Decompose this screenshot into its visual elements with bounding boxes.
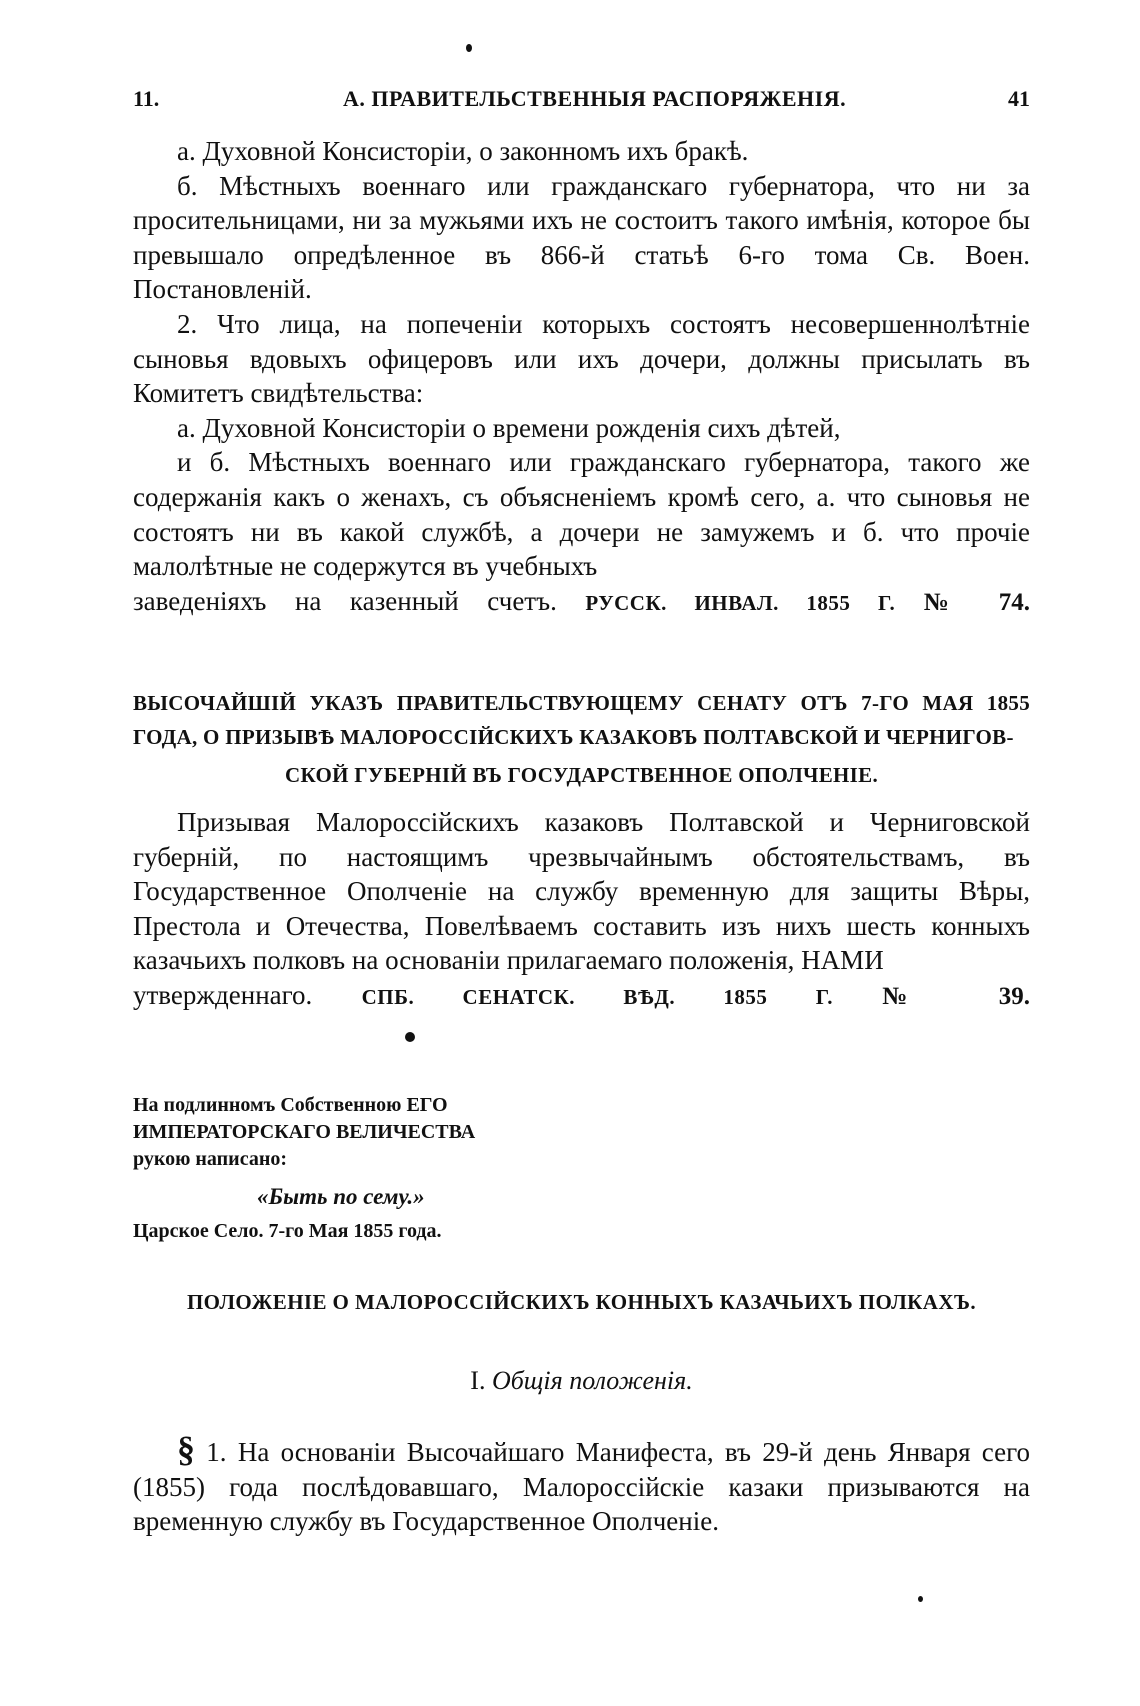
source-citation-1-number: № 74. [923,588,1031,616]
paragraph-1 [133,1429,1030,1539]
item-2b-closing: заведеніяхъ на казенный счетъ. [133,585,557,616]
regulation-paragraph [133,1429,1030,1539]
source-citation-2-number: № 39. [882,982,1031,1010]
paragraph-1-text: 1. На основаніи Высочайшаго Манифеста, въ 29-й день Января сего (1855) года послѣдовавшаго, Малороссійскіе казаки призываются на временную службу въ Государственное Ополченіе. [133,1437,1030,1537]
item-b: б. Мѣстныхъ военнаго или гражданскаго губернатора, что ни за просительницами, ни за мужьями ихъ не состоитъ такого имѣнія, которое бы превышало опредѣленное въ 866-й статьѣ 6-го тома Св. Воен. Постановленій. [133,170,1030,305]
item-a: а. Духовной Консисторіи, о законномъ ихъ бракѣ. [177,136,749,166]
item-2b: и б. Мѣстныхъ военнаго или гражданскаго губернатора, такого же содержанія какъ о женахъ, съ объясненіемъ кромѣ сего, а. что сыновья не состоятъ ни въ какой службѣ, а дочери не замужемъ и б. что прочіе малолѣтные не содержутся въ учебныхъ [133,447,1030,582]
chapter-title: Общія положенія. [491,1366,693,1395]
decree-body [133,805,1030,1015]
sanction-line-2: ИМПЕРАТОРСКАГО ВЕЛИЧЕСТВА [133,1121,476,1143]
ink-speck [466,44,472,52]
regulation-title: ПОЛОЖЕНІЕ О МАЛОРОССІЙСКИХЪ КОННЫХЪ КАЗАЧЬИХЪ ПОЛКАХЪ. [186,1290,977,1314]
decree-closing-line [133,978,1030,1015]
source-citation-2: СПБ. СЕНАТСК. ВѢД. 1855 Г. [361,984,833,1009]
continued-text [133,134,1030,620]
source-citation-1: РУССК. ИНВАЛ. 1855 Г. [585,590,896,615]
item-2b-closing-line [133,584,1030,621]
chapter-heading [133,1366,1030,1396]
sanction-quote: «Быть по сему.» [257,1184,425,1209]
item-2: 2. Что лица, на попеченіи которыхъ состоятъ несовершеннолѣтніе сыновья вдовыхъ офицеровъ или ихъ дочери, должны присылать въ Комитетъ свидѣтельства: [133,308,1030,409]
page-number: 41 [1008,86,1030,111]
decree-heading-text: ВЫСОЧАЙШІЙ УКАЗЪ ПРАВИТЕЛЬСТВУЮЩЕМУ СЕНАТУ ОТЪ 7-ГО МАЯ 1855 ГОДА, О ПРИЗЫВѢ МАЛОРОССІЙСКИХЪ КАЗАКОВЪ ПОЛТАВСКОЙ И ЧЕРНИГОВ- [133,691,1030,749]
decree-body-text: Призывая Малороссійскихъ казаковъ Полтавской и Черниговской губерній, по настоящимъ чрезвычайнымъ обстоятельствамъ, въ Государственное Ополченіе на службу временную для защиты Вѣры, Престола и Отечества, Повелѣваемъ составить изъ нихъ шесть конныхъ казачьихъ полковъ на основаніи прилагаемаго положенія, НАМИ [133,807,1030,976]
item-2a: а. Духовной Консисторіи о времени рожденія сихъ дѣтей, [177,412,841,443]
sanction-line-1: На подлинномъ Собственною ЕГО [133,1094,448,1116]
ink-dot [405,1032,415,1042]
running-head-title: А. ПРАВИТЕЛЬСТВЕННЫЯ РАСПОРЯЖЕНІЯ. [343,86,847,111]
sanction-place-date: Царское Село. 7-го Мая 1855 года. [133,1220,442,1242]
sanction-line-3: рукою написано: [133,1148,288,1170]
decree-heading [133,686,1030,792]
imperial-sanction [133,1092,553,1245]
ink-speck-bottom [918,1596,923,1602]
decree-heading-last-line: СКОЙ ГУБЕРНІЙ ВЪ ГОСУДАРСТВЕННОЕ ОПОЛЧЕНІЕ. [284,763,878,787]
page-section-number: 11. [133,86,160,111]
section-sign: § [177,1429,195,1469]
running-head [133,86,1030,116]
chapter-number: I. [470,1366,486,1395]
decree-body-closing: утвержденнаго. [133,979,313,1010]
